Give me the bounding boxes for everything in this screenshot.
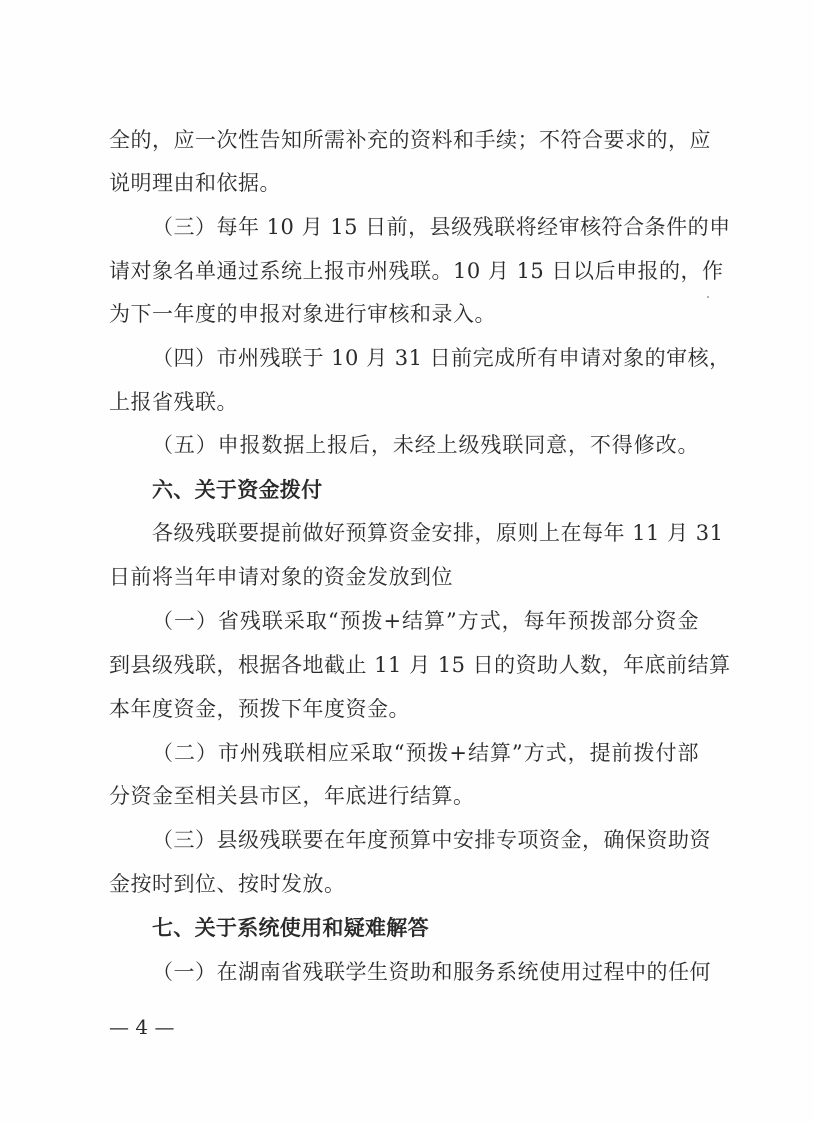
body-line: （五）申报数据上报后，未经上级残联同意，不得修改。 [152, 433, 699, 457]
body-line: （四）市州残联于 10 月 31 日前完成所有申请对象的审核， [152, 346, 731, 370]
body-line: 日前将当年申请对象的资金发放到位 [109, 565, 453, 589]
body-line: （一）省残联采取“预拨+结算”方式，每年预拨部分资金 [152, 609, 699, 633]
body-line: 上报省残联。 [109, 390, 238, 414]
body-line: 各级残联要提前做好预算资金安排，原则上在每年 11 月 31 [152, 521, 724, 545]
body-line: 全的，应一次性告知所需补充的资料和手续；不符合要求的，应 [109, 128, 711, 152]
section-heading: 七、关于系统使用和疑难解答 [152, 916, 429, 940]
body-line: 本年度资金，预拨下年度资金。 [109, 697, 410, 721]
scan-speck [707, 296, 709, 298]
body-line: 分资金至相关县市区，年底进行结算。 [109, 784, 475, 808]
body-line: （三）每年 10 月 15 日前，县级残联将经审核符合条件的申 [152, 215, 731, 239]
body-line: 为下一年度的申报对象进行审核和录入。 [109, 302, 496, 326]
body-line: （三）县级残联要在年度预算中安排专项资金，确保资助资 [152, 828, 711, 852]
body-line: （一）在湖南省残联学生资助和服务系统使用过程中的任何 [152, 960, 711, 984]
page-number: — 4 — [109, 1015, 175, 1039]
section-heading: 六、关于资金拨付 [152, 478, 323, 502]
body-line: 金按时到位、按时发放。 [109, 872, 346, 896]
body-line: （二）市州残联相应采取“预拨+结算”方式，提前拨付部 [152, 741, 699, 765]
body-line: 请对象名单通过系统上报市州残联。10 月 15 日以后申报的，作 [109, 259, 724, 283]
body-line: 到县级残联，根据各地截止 11 月 15 日的资助人数，年底前结算 [109, 653, 731, 677]
body-line: 说明理由和依据。 [109, 171, 281, 195]
